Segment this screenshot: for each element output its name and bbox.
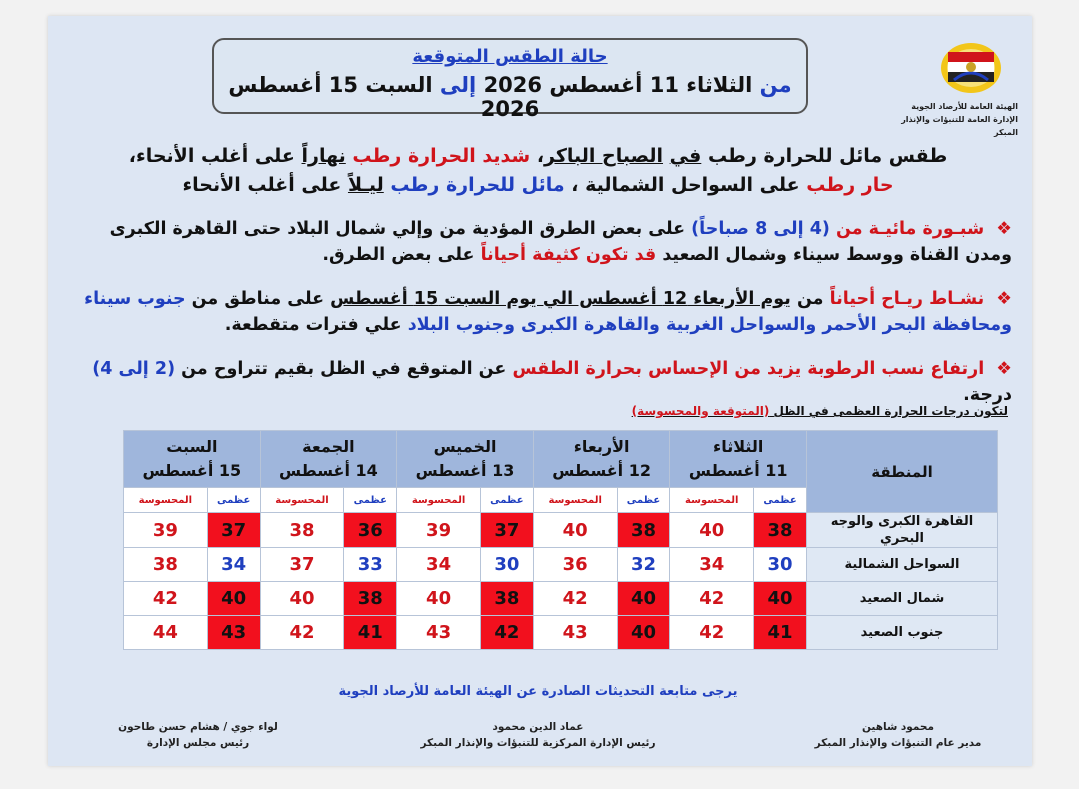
feels-like-cell: 40 — [397, 582, 481, 616]
day-name: الثلاثاء — [713, 437, 764, 456]
max-temp-cell: 38 — [754, 513, 807, 548]
max-subheader: عظمى — [617, 488, 670, 513]
feels-like-cell: 38 — [260, 513, 344, 548]
max-temp-cell: 38 — [480, 582, 533, 616]
feels-like-cell: 36 — [533, 548, 617, 582]
max-temp-cell: 38 — [344, 582, 397, 616]
bullet-text: على بعض الطرق. — [322, 245, 475, 265]
max-temp-cell: 41 — [754, 616, 807, 650]
summary-text: على أغلب الأنحاء، — [128, 145, 295, 167]
feels-like-cell: 34 — [670, 548, 754, 582]
table-row — [124, 548, 998, 582]
max-temp-cell: 41 — [344, 616, 397, 650]
max-temp-cell: 33 — [344, 548, 397, 582]
max-temp-cell: 37 — [480, 513, 533, 548]
diamond-bullet-icon: ❖ — [996, 359, 1012, 379]
bullet-text: عن المتوقع في الظل بقيم تتراوح من — [181, 359, 507, 379]
forecast-sheet — [48, 16, 1032, 766]
title-box — [212, 38, 808, 121]
feels-like-cell: 42 — [670, 582, 754, 616]
region-name: السواحل الشمالية — [807, 548, 998, 582]
feels-like-cell: 42 — [670, 616, 754, 650]
signatory-title: مدير عام التنبؤات والإنذار المبكر — [814, 737, 982, 749]
signatory-name: محمود شاهين — [861, 721, 935, 733]
feels-like-cell: 40 — [670, 513, 754, 548]
feels-like-subheader: المحسوسة — [670, 488, 754, 513]
feels-like-cell: 42 — [124, 582, 208, 616]
day-date: 12 أغسطس — [552, 461, 651, 480]
weather-summary — [68, 142, 1008, 200]
summary-text: على السواحل الشمالية ، — [571, 174, 800, 196]
day-date: 13 أغسطس — [415, 461, 515, 480]
feels-like-cell: 43 — [397, 616, 481, 650]
max-temp-cell: 30 — [754, 548, 807, 582]
table-caption — [588, 404, 1008, 418]
feels-like-subheader: المحسوسة — [260, 488, 344, 513]
follow-updates-note: يرجى متابعة التحديثات الصادرة عن الهيئة العامة للأرصاد الجوية — [338, 684, 738, 699]
warnings-list — [72, 216, 1012, 426]
bullet-text: قد تكون كثيفة أحياناً — [480, 245, 657, 265]
day-header — [670, 431, 807, 488]
bullet-text: علي فترات متقطعة. — [224, 315, 402, 335]
forecast-period — [214, 73, 806, 121]
summary-text: ليـلاً — [347, 174, 384, 196]
summary-text: حار رطب — [806, 174, 894, 196]
day-header — [533, 431, 670, 488]
summary-text: على أغلب الأنحاء — [182, 174, 342, 196]
org-line-1: الهيئة العامة للأرصاد الجوية — [911, 102, 1018, 111]
bullet-text: من — [796, 289, 824, 309]
bullet-text: على مناطق من — [191, 289, 325, 309]
feels-like-cell: 39 — [124, 513, 208, 548]
feels-like-cell: 42 — [533, 582, 617, 616]
max-temp-cell: 30 — [480, 548, 533, 582]
table-header-row — [124, 431, 998, 488]
egyptian-meteorological-authority-logo-icon — [936, 40, 1006, 96]
max-subheader: عظمى — [754, 488, 807, 513]
summary-text: شديد الحرارة رطب — [352, 145, 531, 167]
signatory-title: رئيس الإدارة المركزية للتنبؤات والإنذار المبكر — [420, 737, 656, 749]
summary-text: الصباح الباكر — [544, 145, 664, 167]
bullet-text: درجة. — [963, 385, 1012, 405]
bullet-text: يوم الأربعاء 12 أغسطس الي يوم السبت 15 أغسطس — [330, 289, 791, 309]
summary-line-2 — [68, 171, 1008, 200]
region-column-header: المنطقة — [807, 431, 998, 513]
max-temp-cell: 42 — [480, 616, 533, 650]
region-name: جنوب الصعيد — [807, 616, 998, 650]
day-name: الأربعاء — [573, 437, 630, 456]
feels-like-subheader: المحسوسة — [124, 488, 208, 513]
period-to: إلى — [439, 73, 477, 97]
feels-like-cell: 38 — [124, 548, 208, 582]
signature-left — [88, 719, 308, 751]
bullet-text: على بعض الطرق المؤدية من وإلي شمال البلاد حتى القاهرة الكبرى ومدن القناة ووسط سيناء وشمال الصعيد — [109, 219, 1012, 265]
feels-like-subheader: المحسوسة — [397, 488, 481, 513]
max-temp-cell: 36 — [344, 513, 397, 548]
period-start: الثلاثاء 11 أغسطس 2026 — [483, 73, 753, 97]
summary-text: مائل للحرارة رطب — [390, 174, 565, 196]
region-name: شمال الصعيد — [807, 582, 998, 616]
feels-like-cell: 42 — [260, 616, 344, 650]
day-date: 15 أغسطس — [142, 461, 242, 480]
max-temp-cell: 40 — [207, 582, 260, 616]
feels-like-subheader: المحسوسة — [533, 488, 617, 513]
feels-like-cell: 37 — [260, 548, 344, 582]
day-date: 14 أغسطس — [279, 461, 378, 480]
summary-text: ، — [536, 145, 545, 167]
table-row — [124, 513, 998, 548]
feels-like-cell: 44 — [124, 616, 208, 650]
list-item — [72, 286, 1012, 338]
signatory-name: عماد الدين محمود — [492, 721, 584, 733]
region-name: القاهرة الكبرى والوجه البحري — [807, 513, 998, 548]
max-subheader: عظمى — [207, 488, 260, 513]
max-temp-cell: 38 — [617, 513, 670, 548]
list-item — [72, 216, 1012, 268]
summary-text: نهاراً — [301, 145, 346, 167]
bullet-text: شبـورة مائيـة من — [836, 219, 985, 239]
diamond-bullet-icon: ❖ — [996, 289, 1012, 309]
period-from: من — [759, 73, 792, 97]
day-name: السبت — [166, 437, 218, 456]
bullet-text: جنوب سيناء ومحافظة البحر الأحمر والسواحل الغربية والقاهرة الكبرى وجنوب البلاد — [84, 289, 1012, 335]
max-temp-cell: 34 — [207, 548, 260, 582]
page-title: حالة الطقس المتوقعة — [412, 46, 608, 67]
organization-name — [878, 100, 1018, 139]
max-temp-cell: 40 — [617, 582, 670, 616]
caption-text: لتكون درجات الحرارة العظمى في الظل — [773, 404, 1008, 418]
day-header — [124, 431, 261, 488]
summary-line-1 — [68, 142, 1008, 171]
period-end: السبت 15 أغسطس 2026 — [228, 73, 540, 121]
max-temp-cell: 40 — [617, 616, 670, 650]
bullet-text: نشـاط ريـاح أحياناً — [829, 289, 985, 309]
list-item — [72, 356, 1012, 408]
day-date: 11 أغسطس — [688, 461, 788, 480]
feels-like-cell: 34 — [397, 548, 481, 582]
feels-like-cell: 40 — [260, 582, 344, 616]
max-subheader: عظمى — [480, 488, 533, 513]
feels-like-cell: 43 — [533, 616, 617, 650]
max-temp-cell: 40 — [754, 582, 807, 616]
diamond-bullet-icon: ❖ — [996, 219, 1012, 239]
org-line-2: الإدارة العامة للتنبؤات والإنذار المبكر — [901, 115, 1018, 137]
summary-text: طقس مائل للحرارة رطب — [707, 145, 948, 167]
max-temp-cell: 32 — [617, 548, 670, 582]
max-temp-cell: 43 — [207, 616, 260, 650]
temperature-table — [123, 430, 998, 650]
table-row — [124, 616, 998, 650]
bullet-text: (4 إلى 8 صباحاً) — [691, 219, 830, 239]
signature-middle — [398, 719, 678, 751]
signature-right — [778, 719, 1018, 751]
day-header — [397, 431, 534, 488]
bullet-text: (2 إلى 4) — [92, 359, 176, 379]
signatory-title: رئيس مجلس الإدارة — [146, 737, 250, 749]
signatory-name: لواء جوي / هشام حسن طاحون — [118, 721, 278, 733]
table-row — [124, 582, 998, 616]
feels-like-cell: 39 — [397, 513, 481, 548]
day-name: الجمعة — [302, 437, 355, 456]
day-header — [260, 431, 397, 488]
max-temp-cell: 37 — [207, 513, 260, 548]
caption-text: (المتوقعة والمحسوسة) — [631, 404, 770, 418]
feels-like-cell: 40 — [533, 513, 617, 548]
day-name: الخميس — [433, 437, 497, 456]
max-subheader: عظمى — [344, 488, 397, 513]
summary-text: في — [669, 145, 702, 167]
bullet-text: ارتفاع نسب الرطوبة يزيد من الإحساس بحرارة الطقس — [512, 359, 985, 379]
